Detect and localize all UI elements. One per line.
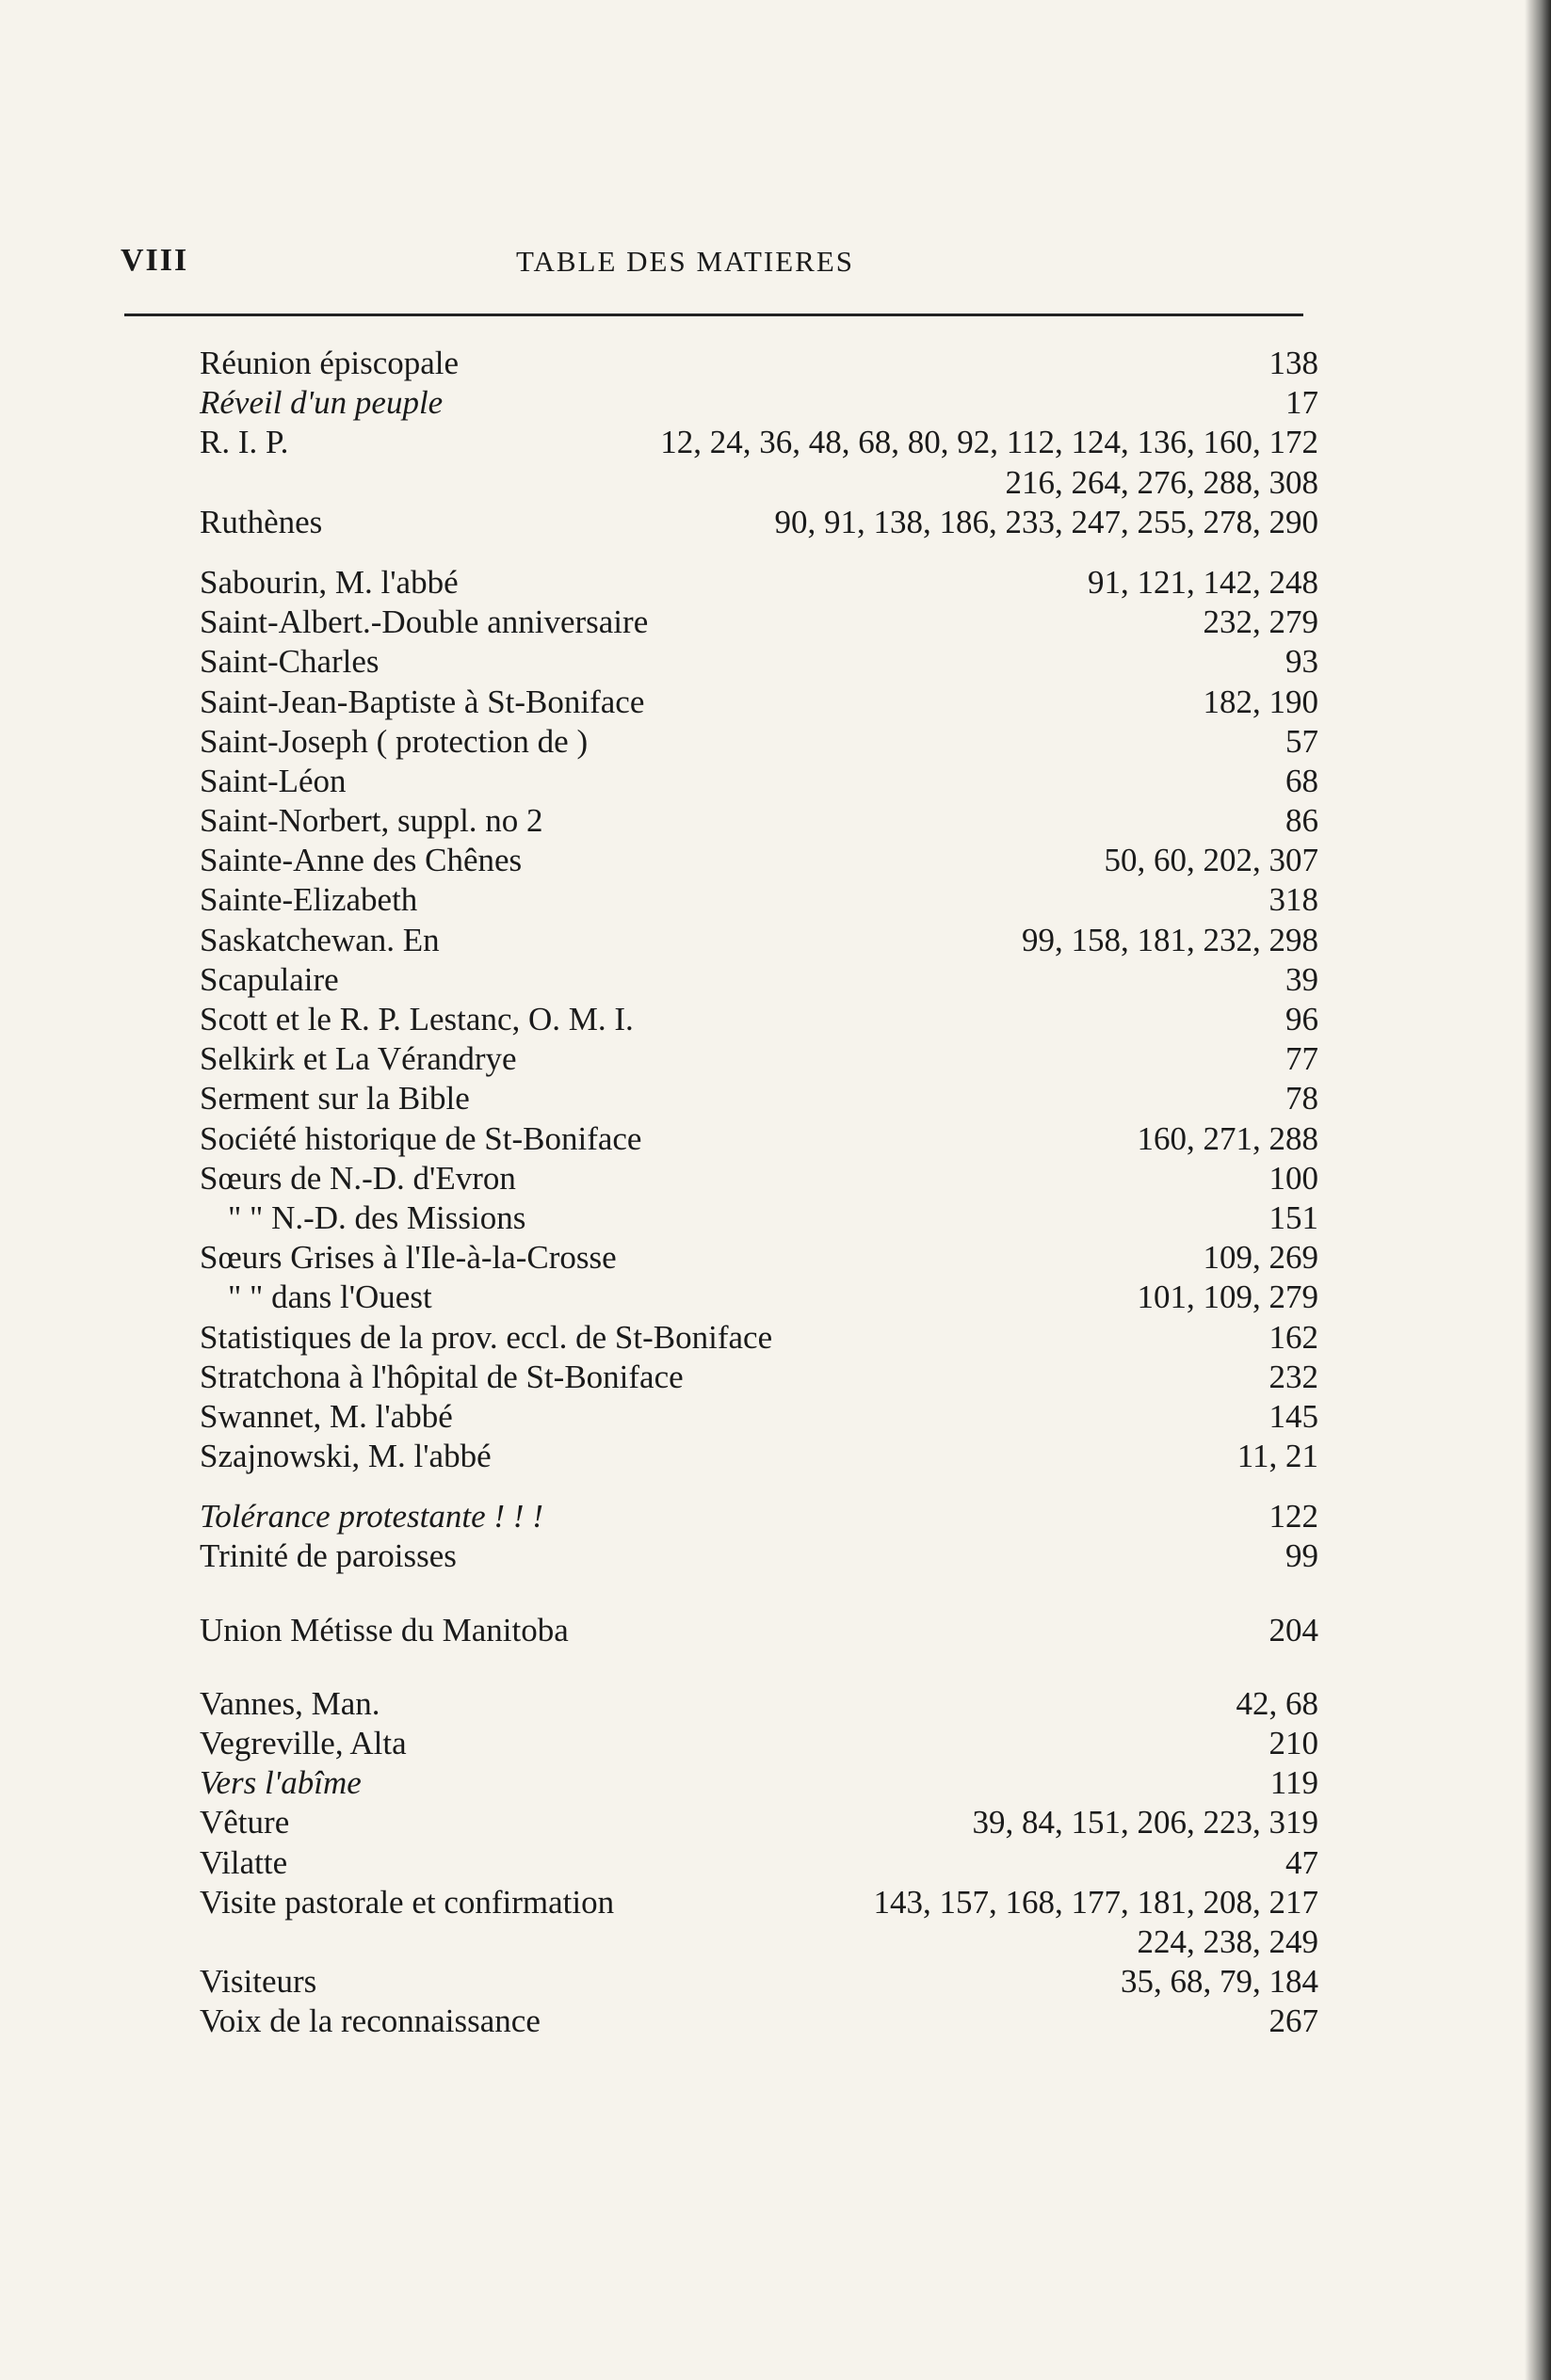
index-pages: 224, 238, 249	[1137, 1922, 1318, 1960]
group-spacer	[200, 1476, 1318, 1497]
index-entry	[200, 1198, 1318, 1238]
index-term: Vannes, Man.	[200, 1684, 380, 1722]
index-entry	[200, 880, 1318, 920]
index-entry	[200, 383, 1318, 423]
index-term: Saint-Norbert, suppl. no 2	[200, 802, 543, 840]
index-pages: 160, 271, 288	[1137, 1119, 1318, 1157]
index-entry	[200, 1724, 1318, 1763]
index-pages: 162	[1268, 1318, 1318, 1356]
index-pages: 35, 68, 79, 184	[1121, 1963, 1318, 2001]
index-entry	[200, 1803, 1318, 1842]
index-term: Vegreville, Alta	[200, 1725, 407, 1761]
index-entry	[200, 603, 1318, 642]
index-pages: 50, 60, 202, 307	[1104, 842, 1318, 879]
index-pages: 182, 190	[1203, 683, 1318, 720]
index-pages: 77	[1285, 1040, 1318, 1078]
index-entry	[200, 642, 1318, 682]
index-pages: 96	[1285, 1001, 1318, 1037]
index-pages: 47	[1285, 1843, 1318, 1881]
index-pages: 11, 21	[1236, 1438, 1318, 1475]
index-term: Statistiques de la prov. eccl. de St-Boniface	[200, 1318, 773, 1356]
index-term: Ruthènes	[200, 503, 323, 540]
index-pages: 109, 269	[1203, 1239, 1318, 1277]
index-term: Vers l'abîme	[200, 1764, 362, 1802]
index-pages: 145	[1268, 1397, 1318, 1435]
index-pages: 204	[1268, 1611, 1318, 1648]
index-pages: 57	[1285, 722, 1318, 760]
index-pages: 143, 157, 168, 177, 181, 208, 217	[873, 1883, 1318, 1921]
index-term: Saint-Léon	[200, 762, 347, 799]
index-entry	[200, 1079, 1318, 1118]
index-term: R. I. P.	[200, 424, 289, 461]
index-entry	[200, 1497, 1318, 1536]
index-term: Réveil d'un peuple	[200, 384, 444, 422]
index-entry	[200, 1159, 1318, 1198]
index-pages: 210	[1268, 1725, 1318, 1761]
index-pages: 122	[1268, 1498, 1318, 1536]
index-entry	[200, 1318, 1318, 1358]
index-term: " " N.-D. des Missions	[228, 1198, 526, 1236]
index-pages: 119	[1269, 1764, 1318, 1802]
index-term: Sœurs de N.-D. d'Evron	[200, 1159, 516, 1197]
index-pages: 101, 109, 279	[1137, 1278, 1318, 1316]
index-term: Société historique de St-Boniface	[200, 1119, 642, 1157]
index-term: Sainte-Elizabeth	[200, 881, 418, 919]
index-pages: 151	[1268, 1198, 1318, 1236]
index-entry	[200, 801, 1318, 841]
header-rule	[124, 314, 1303, 316]
index-term: Voix de la reconnaissance	[200, 2002, 541, 2040]
index-term: Vilatte	[200, 1843, 288, 1881]
index-entry	[200, 1763, 1318, 1803]
page-number: VIII	[121, 243, 189, 278]
index-entry	[200, 1437, 1318, 1476]
index-term: Scott et le R. P. Lestanc, O. M. I.	[200, 1001, 634, 1037]
index-entry	[200, 563, 1318, 603]
index-pages: 99	[1285, 1537, 1318, 1575]
group-spacer	[200, 1650, 1318, 1684]
index-term: Saint-Charles	[200, 643, 380, 681]
index-entry	[200, 722, 1318, 762]
index-pages: 39, 84, 151, 206, 223, 319	[972, 1804, 1318, 1841]
index-entry	[200, 344, 1318, 383]
index-entry	[200, 1039, 1318, 1079]
running-title: TABLE DES MATIERES	[516, 245, 855, 278]
index-pages: 78	[1285, 1080, 1318, 1118]
index-pages: 100	[1268, 1159, 1318, 1197]
index-pages: 68	[1285, 762, 1318, 799]
index-entry	[200, 1278, 1318, 1317]
index-pages: 42, 68	[1236, 1684, 1318, 1722]
index-pages: 232	[1268, 1358, 1318, 1395]
index-pages: 267	[1268, 2002, 1318, 2040]
index-pages: 17	[1285, 384, 1318, 422]
index-entry	[200, 1922, 1318, 1962]
index-term: Saint-Jean-Baptiste à St-Boniface	[200, 683, 645, 720]
index-term: Sabourin, M. l'abbé	[200, 563, 459, 601]
index-entry	[200, 1962, 1318, 2002]
index-term: Visite pastorale et confirmation	[200, 1883, 615, 1921]
page-binding-edge	[1525, 0, 1551, 2380]
index-entry	[200, 762, 1318, 801]
index-entry	[200, 1397, 1318, 1437]
group-spacer	[200, 542, 1318, 563]
index-term: Saint-Joseph ( protection de )	[200, 722, 589, 760]
index-term: Trinité de paroisses	[200, 1537, 457, 1575]
index-term: Saskatchewan. En	[200, 921, 440, 958]
index-pages: 318	[1268, 881, 1318, 919]
index-term: Serment sur la Bible	[200, 1080, 470, 1118]
page-header	[121, 243, 1307, 290]
index-list	[200, 344, 1318, 2042]
index-entry	[200, 841, 1318, 880]
index-term: Szajnowski, M. l'abbé	[200, 1438, 492, 1475]
index-entry	[200, 423, 1318, 462]
index-term: Sainte-Anne des Chênes	[200, 842, 523, 879]
index-term: Sœurs Grises à l'Ile-à-la-Crosse	[200, 1239, 617, 1277]
index-entry	[200, 1883, 1318, 1922]
index-term: Réunion épiscopale	[200, 345, 460, 381]
index-term: Saint-Albert.-Double anniversaire	[200, 603, 649, 641]
index-entry	[200, 960, 1318, 1000]
index-entry	[200, 503, 1318, 542]
index-term: Union Métisse du Manitoba	[200, 1611, 569, 1648]
index-pages: 12, 24, 36, 48, 68, 80, 92, 112, 124, 136, 160, 172	[660, 424, 1318, 461]
index-entry	[200, 1119, 1318, 1159]
index-term: " " dans l'Ouest	[228, 1278, 432, 1316]
index-term: Selkirk et La Vérandrye	[200, 1040, 517, 1078]
index-pages: 99, 158, 181, 232, 298	[1022, 921, 1318, 958]
index-pages: 90, 91, 138, 186, 233, 247, 255, 278, 290	[774, 503, 1318, 540]
index-pages: 216, 264, 276, 288, 308	[1005, 463, 1318, 501]
index-pages: 39	[1285, 960, 1318, 998]
index-entry	[200, 683, 1318, 722]
index-entry	[200, 1536, 1318, 1576]
index-entry	[200, 1843, 1318, 1883]
index-pages: 138	[1268, 345, 1318, 381]
index-term: Visiteurs	[200, 1963, 317, 2001]
index-entry	[200, 1000, 1318, 1039]
index-term: Scapulaire	[200, 960, 339, 998]
index-pages: 91, 121, 142, 248	[1088, 563, 1318, 601]
index-entry	[200, 1684, 1318, 1724]
index-entry	[200, 1611, 1318, 1650]
index-term: Tolérance protestante ! ! !	[200, 1498, 543, 1536]
index-entry	[200, 1238, 1318, 1278]
index-pages: 86	[1285, 802, 1318, 840]
index-entry	[200, 2002, 1318, 2041]
index-entry	[200, 921, 1318, 960]
group-spacer	[200, 1577, 1318, 1611]
index-term: Vêture	[200, 1804, 290, 1841]
index-entry	[200, 1358, 1318, 1397]
index-pages: 232, 279	[1203, 603, 1318, 641]
index-term: Stratchona à l'hôpital de St-Boniface	[200, 1358, 684, 1395]
index-entry	[200, 463, 1318, 503]
index-pages: 93	[1285, 643, 1318, 681]
index-term: Swannet, M. l'abbé	[200, 1397, 453, 1435]
